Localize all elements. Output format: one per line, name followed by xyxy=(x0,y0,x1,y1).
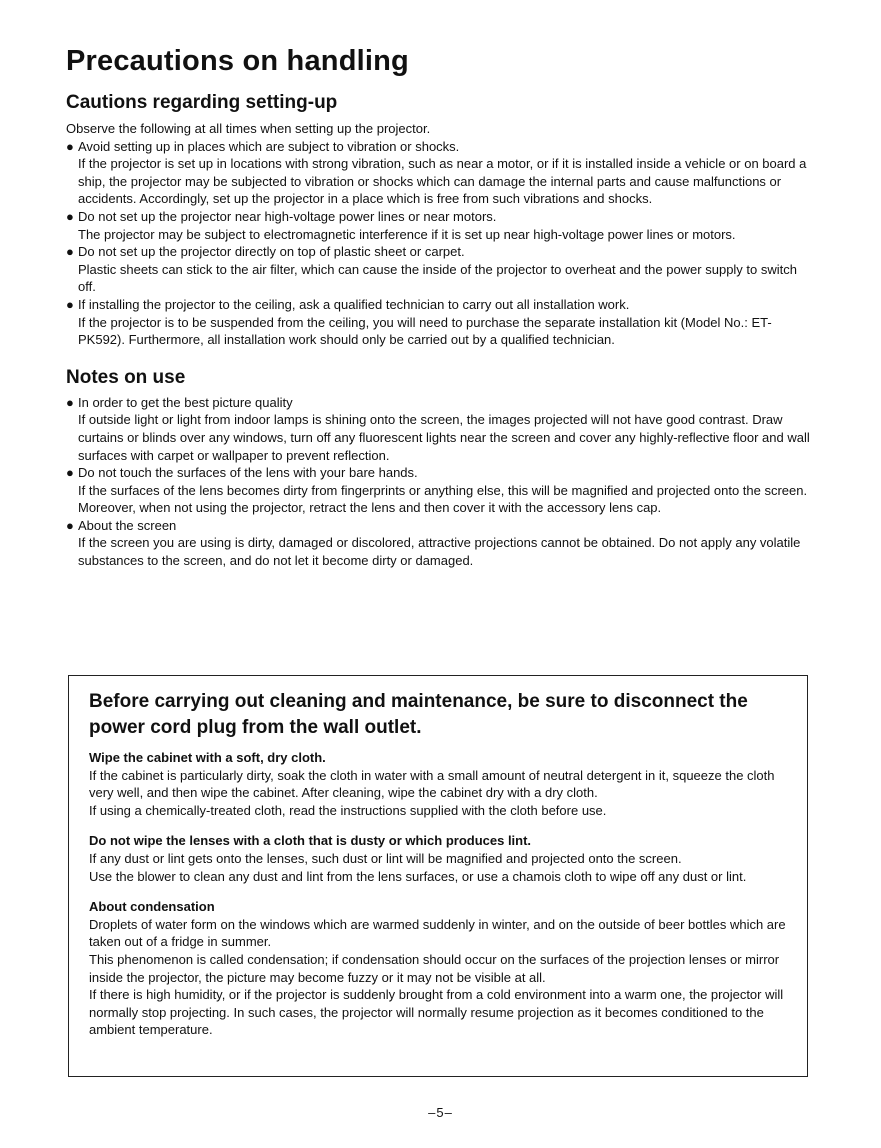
maintenance-box-title: Before carrying out cleaning and maintenance, be sure to disconnect the power cord plug from the wall outlet. xyxy=(89,691,748,738)
bullet-icon: ● xyxy=(66,244,74,260)
bullet-icon: ● xyxy=(66,208,74,224)
maintenance-section-heading: Do not wipe the lenses with a cloth that is dusty or which produces lint. xyxy=(89,833,532,849)
item-title: Do not set up the projector directly on top of plastic sheet or carpet. xyxy=(78,244,465,260)
list-item xyxy=(66,208,814,243)
item-body: If outside light or light from indoor lamps is shining onto the screen, the images projected will not have good contrast. Draw curtains or blinds over any windows, turn off any fluorescent lights near the screen and cover any highly-reflective floor and wall surfaces with carpet or wallpaper to prevent reflection. xyxy=(78,412,810,463)
bullet-icon: ● xyxy=(66,517,74,533)
list-item xyxy=(66,243,814,296)
list-item xyxy=(66,138,814,208)
page-title: Precautions on handling xyxy=(66,45,409,77)
item-body: If the projector is to be suspended from the ceiling, you will need to purchase the separate installation kit (Model No.: ET-PK592). Furthermore, all installation work should only be carried out by a qualified technician. xyxy=(78,314,772,348)
item-body: If the surfaces of the lens becomes dirty from fingerprints or anything else, this will be magnified and projected onto the screen. Moreover, when not using the projector, retract the lens and then cover it with the accessory lens cap. xyxy=(78,482,808,516)
list-item xyxy=(66,394,814,464)
notes-list xyxy=(66,394,814,570)
bullet-icon: ● xyxy=(66,394,74,410)
setting-up-list xyxy=(66,138,814,349)
list-item xyxy=(66,517,814,570)
item-title: Do not set up the projector near high-voltage power lines or near motors. xyxy=(78,208,497,224)
setting-up-intro: Observe the following at all times when setting up the projector. xyxy=(66,121,431,136)
maintenance-section-cabinet xyxy=(89,749,787,819)
maintenance-section-heading: Wipe the cabinet with a soft, dry cloth. xyxy=(89,750,326,765)
item-body: If the projector is set up in locations with strong vibration, such as near a motor, or if it is installed inside a vehicle or on board a ship, the projector may be subjected to vibration or shocks which can damage the internal parts and cause malfunctions or accidents. Accordingly, set up the projector in a place which is free from such vibrations and shocks. xyxy=(78,156,807,207)
item-title: In order to get the best picture quality xyxy=(78,394,293,410)
bullet-icon: ● xyxy=(66,296,74,312)
maintenance-section-heading: About condensation xyxy=(89,899,215,915)
item-body: If the screen you are using is dirty, damaged or discolored, attractive projections cannot be obtained. Do not apply any volatile substances to the screen, and do not let it become dirty or damaged. xyxy=(78,535,801,569)
page-number: –5– xyxy=(428,1105,453,1120)
item-title: If installing the projector to the ceiling, ask a qualified technician to carry out all installation work. xyxy=(78,296,630,312)
maintenance-section-condensation xyxy=(89,898,787,1039)
item-title: Do not touch the surfaces of the lens with your bare hands. xyxy=(78,465,418,481)
list-item xyxy=(66,296,814,349)
item-body: Plastic sheets can stick to the air filter, which can cause the inside of the projector to overheat and the power supply to switch off. xyxy=(78,261,797,295)
maintenance-paragraph: If using a chemically-treated cloth, read the instructions supplied with the cloth before use. xyxy=(89,802,607,818)
list-item xyxy=(66,464,814,517)
item-title: About the screen xyxy=(78,517,177,533)
maintenance-paragraph: If there is high humidity, or if the projector is suddenly brought from a cold environment into a warm one, the projector will normally stop projecting. In such cases, the projector will normally resume projection as it becomes conditioned to the ambient temperature. xyxy=(89,987,784,1038)
maintenance-section-lenses xyxy=(89,832,787,885)
maintenance-box xyxy=(68,675,808,1077)
maintenance-paragraph: If any dust or lint gets onto the lenses, such dust or lint will be magnified and projected onto the screen. xyxy=(89,850,682,866)
section-heading-notes-on-use: Notes on use xyxy=(66,366,186,388)
maintenance-paragraph: Use the blower to clean any dust and lint from the lens surfaces, or use a chamois cloth to wipe off any dust or lint. xyxy=(89,868,747,884)
maintenance-paragraph: This phenomenon is called condensation; if condensation should occur on the surfaces of the projection lenses or mirror inside the projector, the picture may become fuzzy or it may not be visible at all. xyxy=(89,951,780,985)
section-heading-setting-up: Cautions regarding setting-up xyxy=(66,92,338,113)
item-title: Avoid setting up in places which are subject to vibration or shocks. xyxy=(78,138,460,154)
bullet-icon: ● xyxy=(66,465,74,481)
item-body: The projector may be subject to electromagnetic interference if it is set up near high-voltage power lines or motors. xyxy=(78,226,736,242)
maintenance-paragraph: Droplets of water form on the windows which are warmed suddenly in winter, and on the outside of beer bottles which are taken out of a fridge in summer. xyxy=(89,916,786,950)
bullet-icon: ● xyxy=(66,138,74,154)
maintenance-paragraph: If the cabinet is particularly dirty, soak the cloth in water with a small amount of neutral detergent in it, squeeze the cloth very well, and then wipe the cabinet. After cleaning, wipe the cabinet dry with a dry cloth. xyxy=(89,767,775,801)
page-content xyxy=(66,44,814,570)
